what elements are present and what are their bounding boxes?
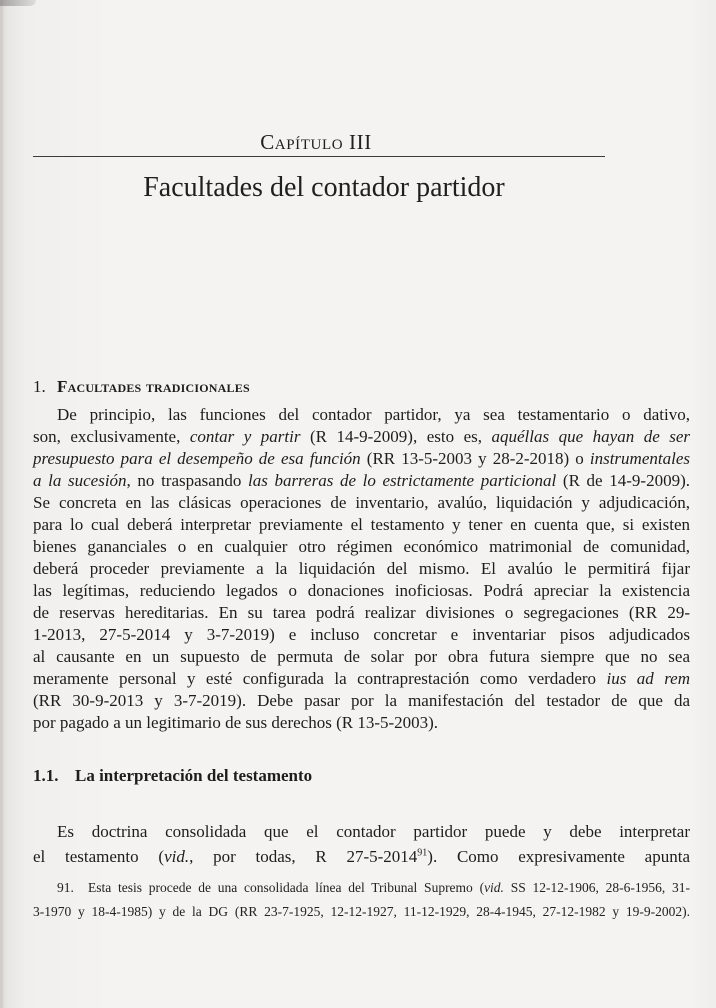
paragraph-line [33, 602, 690, 624]
footnote [33, 876, 690, 924]
text-segment: Se concreta en las clásicas operaciones de inventario, avalúo, liquidación y adjudicación, [33, 493, 690, 512]
text-segment: (R 14-9-2009), esto es, [300, 427, 492, 446]
text-segment: las legítimas, reduciendo legados o donaciones inoficiosas. Podrá apreciar la existencia [33, 581, 690, 600]
subsection-title: La interpretación del testamento [75, 766, 313, 785]
text-segment: SS 12-12-1906, 28-6-1956, 31- [503, 880, 690, 895]
italic-segment: instrumentales [589, 449, 690, 468]
italic-segment: las barreras de lo estrictamente particional [247, 471, 557, 490]
text-segment: 1-2013, 27-5-2014 y 3-7-2019) e incluso concretar e inventariar pisos adjudicados [33, 625, 690, 644]
chapter-label: Capítulo III [260, 130, 372, 154]
italic-segment: contar y partir [189, 427, 301, 446]
section-number: 1. [33, 377, 46, 396]
italic-segment: aquéllas que hayan de ser [491, 427, 691, 446]
italic-segment: vid. [484, 880, 504, 895]
paragraph-line [33, 404, 690, 426]
paragraph-line [33, 819, 690, 844]
text-segment: deberá proceder previamente a la liquidación del mismo. El avalúo le permitirá fijar [33, 559, 690, 578]
paragraph-line [33, 470, 690, 492]
text-segment: (RR 30-9-2013 y 3-7-2019). Debe pasar por la manifestación del testador de que da [33, 691, 690, 710]
subsection-heading [33, 764, 312, 788]
footnote-number: 91. [57, 880, 74, 895]
section-title: Facultades tradicionales [57, 377, 250, 396]
text-segment: para lo cual deberá interpretar previamente el testamento y tener en cuenta que, si existen [33, 515, 690, 534]
paragraph-line [33, 558, 690, 580]
paragraph-line [33, 668, 690, 690]
text-segment: De principio, las funciones del contador partidor, ya sea testamentario o dativo, [57, 405, 690, 424]
chapter-rule [33, 156, 605, 157]
section-paragraph [33, 404, 690, 734]
text-segment: (R de 14-9-2009). [556, 471, 690, 490]
text-segment: de reservas hereditarias. En su tarea podrá realizar divisiones o segregaciones (RR 29- [33, 603, 690, 622]
italic-segment: presupuesto para el desempeño de esa función [33, 449, 361, 468]
paragraph-line [33, 646, 690, 668]
footnote-line [33, 900, 690, 924]
scan-corner-mark [0, 0, 36, 6]
paragraph-line [33, 514, 690, 536]
paragraph-line [33, 426, 690, 448]
paragraph-line [33, 624, 690, 646]
text-segment: Es doctrina consolidada que el contador partidor puede y debe interpretar [57, 822, 690, 841]
italic-segment: ius ad rem [606, 669, 691, 688]
paragraph-line [33, 580, 690, 602]
section-heading [33, 375, 250, 399]
text-segment: , no traspasando [126, 471, 248, 490]
italic-segment: vid. [164, 847, 190, 866]
footnote-reference: 91 [417, 847, 428, 859]
chapter-title: Facultades del contador partidor [143, 172, 505, 203]
paragraph-line [33, 492, 690, 514]
text-segment: (RR 13-5-2003 y 28-2-2018) o [360, 449, 590, 468]
italic-segment: a la sucesión [33, 471, 127, 490]
paragraph-line [33, 712, 690, 734]
text-segment: ). Como expresivamente apunta [427, 847, 690, 866]
text-segment: bienes gananciales o en cualquier otro régimen económico matrimonial de comunidad, [33, 537, 690, 556]
scan-edge-shadow [0, 0, 3, 1008]
paragraph-line [33, 536, 690, 558]
text-segment: el testamento ( [33, 847, 165, 866]
text-segment: al causante en un supuesto de permuta de solar por obra futura siempre que no sea [33, 647, 690, 666]
paragraph-line [33, 448, 690, 470]
text-segment: , por todas, R 27-5-2014 [189, 847, 418, 866]
footnote-line [33, 876, 690, 900]
text-segment: por pagado a un legitimario de sus derechos (R 13-5-2003). [33, 713, 439, 732]
subsection-paragraph [33, 819, 690, 869]
paragraph-line [33, 690, 690, 712]
text-segment: 3-1970 y 18-4-1985) y de la DG (RR 23-7-1925, 12-12-1927, 11-12-1929, 28-4-1945, 27-12-1982 y 19-9-2002). [33, 904, 690, 919]
text-segment: meramente personal y esté configurada la contraprestación como verdadero [33, 669, 607, 688]
footnote-text [88, 876, 690, 900]
subsection-number: 1.1. [33, 766, 59, 785]
text-segment: son, exclusivamente, [33, 427, 190, 446]
paragraph-line [33, 844, 690, 869]
text-segment: Esta tesis procede de una consolidada línea del Tribunal Supremo ( [88, 880, 485, 895]
